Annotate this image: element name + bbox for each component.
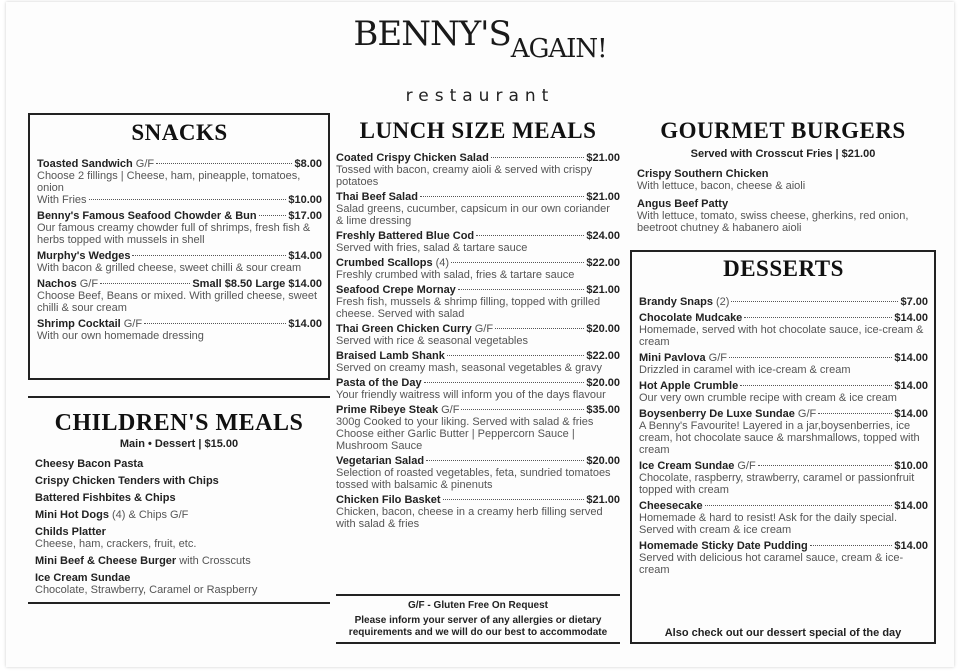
leader-dots: [491, 157, 585, 158]
lunch-item-price: $21.00: [586, 284, 620, 296]
desserts-item-price: $14.00: [894, 500, 928, 512]
snacks-item-desc: With bacon & grilled cheese, sweet chilli & sour cream: [37, 262, 302, 274]
leader-dots: [818, 413, 892, 414]
children-item: [35, 492, 330, 504]
children-bottom-rule: [28, 602, 330, 604]
lunch-item-row: [336, 257, 620, 269]
lunch-item-price: $24.00: [586, 230, 620, 242]
children-item-name: Battered Fishbites & Chips: [35, 492, 176, 504]
snacks-item-extra-name: With Fries: [37, 194, 87, 206]
desserts-item-name: Hot Apple Crumble: [639, 380, 739, 392]
gluten-free-note: G/F - Gluten Free On Request: [407, 600, 548, 611]
leader-dots: [426, 460, 584, 461]
snacks-item-price: $14.00: [288, 318, 322, 330]
lunch-item-row: [336, 455, 620, 467]
desserts-item-row: [639, 312, 928, 324]
burgers-item-name: Angus Beef Patty: [637, 198, 729, 210]
lunch-item-name: Thai Green Chicken Curry: [336, 323, 472, 335]
desserts-item: [639, 540, 928, 576]
children-title: CHILDREN'S MEALS: [54, 410, 304, 436]
children-item-row: [35, 492, 330, 504]
lunch-item-desc: Served with fries, salad & tartare sauce: [336, 242, 528, 254]
desserts-item-price: $14.00: [894, 408, 928, 420]
lunch-item-name: Coated Crispy Chicken Salad: [336, 152, 489, 164]
snacks-item-extra: [37, 194, 322, 206]
desserts-item: [639, 500, 928, 536]
desserts-item-note: G/F: [737, 460, 756, 472]
children-item-note: with Crosscuts: [179, 555, 251, 567]
burgers-item-row: [637, 168, 936, 180]
lunch-item-name: Crumbed Scallops: [336, 257, 433, 269]
lunch-item-name: Freshly Battered Blue Cod: [336, 230, 475, 242]
lunch-item-desc: Selection of roasted vegetables, feta, sundried tomatoes tossed with balsamic & pinenuts: [336, 467, 611, 491]
children-tagline: Main • Dessert | $15.00: [119, 438, 239, 450]
snacks-list: [37, 158, 322, 342]
lunch-item-name: Vegetarian Salad: [336, 455, 425, 467]
desserts-item-price: $14.00: [894, 352, 928, 364]
desserts-item-desc: A Benny's Favourite! Layered in a jar,boysenberries, ice cream, hot chocolate sauce & marshmallows, topped with cream: [639, 420, 920, 456]
lunch-item-desc: Fresh fish, mussels & shrimp filling, topped with grilled cheese. Served with salad: [336, 296, 601, 320]
desserts-item-desc: Served with delicious hot caramel sauce, cream & ice-cream: [639, 552, 904, 576]
lunch-item-row: [336, 191, 620, 203]
children-item: [35, 555, 330, 567]
snacks-item-price: $8.00: [294, 158, 322, 170]
leader-dots: [447, 355, 585, 356]
leader-dots: [156, 163, 292, 164]
logo-sub: AGAIN!: [510, 34, 607, 64]
lunch-item-desc: Served on creamy mash, seasonal vegetables & gravy: [336, 362, 602, 374]
snacks-item-name: Shrimp Cocktail: [37, 318, 121, 330]
leader-dots: [758, 465, 893, 466]
lunch-list: [336, 152, 620, 530]
desserts-item: [639, 296, 928, 308]
desserts-item-name: Cheesecake: [639, 500, 703, 512]
lunch-item-name: Prime Ribeye Steak: [336, 404, 439, 416]
desserts-item-price: $10.00: [894, 460, 928, 472]
children-item: [35, 475, 330, 487]
leader-dots: [424, 382, 585, 383]
children-item-row: [35, 555, 330, 567]
children-item-name: Crispy Chicken Tenders with Chips: [35, 475, 219, 487]
desserts-item-desc: Our very own crumble recipe with cream & ice cream: [639, 392, 897, 404]
children-item-desc: Cheese, ham, crackers, fruit, etc.: [35, 538, 197, 550]
lunch-item-row: [336, 152, 620, 164]
desserts-item-desc: Homemade & hard to resist! Ask for the daily special. Served with cream & ice cream: [639, 512, 898, 536]
snacks-item: [37, 318, 322, 342]
logo-name: BENNY'S: [353, 14, 511, 54]
children-item-name: Mini Hot Dogs: [35, 509, 109, 521]
lunch-item-name: Thai Beef Salad: [336, 191, 418, 203]
lunch-item-desc: Your friendly waitress will inform you of the days flavour: [336, 389, 606, 401]
logo: [6, 14, 954, 64]
snacks-item-name: Toasted Sandwich: [37, 158, 133, 170]
lunch-item: [336, 404, 620, 452]
desserts-item: [639, 312, 928, 348]
burgers-item-desc: With lettuce, bacon, cheese & aioli: [637, 180, 806, 192]
leader-dots: [731, 301, 898, 302]
children-item-name: Childs Platter: [35, 526, 106, 538]
lunch-item-desc: Tossed with bacon, creamy aioli & served with crispy potatoes: [336, 164, 593, 188]
desserts-item-name: Boysenberry De Luxe Sundae: [639, 408, 795, 420]
desserts-item-desc: Homemade, served with hot chocolate sauce, ice-cream & cream: [639, 324, 924, 348]
desserts-item-row: [639, 352, 928, 364]
desserts-item: [639, 408, 928, 456]
children-list: [28, 458, 330, 596]
snacks-item-price: $14.00: [288, 250, 322, 262]
children-item-name: Cheesy Bacon Pasta: [35, 458, 144, 470]
snacks-item-row: [37, 250, 322, 262]
children-item-name: Ice Cream Sundae: [35, 572, 131, 584]
snacks-title: SNACKS: [131, 120, 228, 145]
desserts-item-note: G/F: [708, 352, 727, 364]
snacks-section: [28, 113, 330, 380]
leader-dots: [476, 235, 584, 236]
leader-dots: [144, 323, 286, 324]
desserts-item-price: $14.00: [894, 380, 928, 392]
snacks-item: [37, 210, 322, 246]
desserts-item-note: G/F: [797, 408, 817, 420]
lunch-item-row: [336, 350, 620, 362]
lunch-item-desc: Chicken, bacon, cheese in a creamy herb filling served with salad & fries: [336, 506, 603, 530]
lunch-item: [336, 350, 620, 374]
snacks-item-note: G/F: [135, 158, 155, 170]
children-item-row: [35, 526, 330, 538]
desserts-item-note: (2): [715, 296, 730, 308]
snacks-item-extra-price: $10.00: [288, 194, 322, 206]
desserts-item-row: [639, 540, 928, 552]
lunch-item-price: $22.00: [586, 350, 620, 362]
burgers-item-name: Crispy Southern Chicken: [637, 168, 769, 180]
snacks-item: [37, 278, 322, 314]
snacks-item-desc: Our famous creamy chowder full of shrimps, fresh fish & herbs topped with mussels in shell: [37, 222, 311, 246]
children-item: [35, 526, 330, 550]
snacks-item-name: Murphy's Wedges: [37, 250, 131, 262]
snacks-item-desc: Choose Beef, Beans or mixed. With grilled cheese, sweet chilli & sour cream: [37, 290, 318, 314]
leader-dots: [451, 262, 584, 263]
burgers-item-row: [637, 198, 936, 210]
children-item-row: [35, 458, 330, 470]
leader-dots: [132, 255, 286, 256]
lunch-item-price: $22.00: [586, 257, 620, 269]
lunch-item-name: Chicken Filo Basket: [336, 494, 441, 506]
burgers-item: [637, 198, 936, 234]
leader-dots: [744, 317, 892, 318]
snacks-item-price: Small $8.50 Large $14.00: [192, 278, 322, 290]
snacks-item-price: $17.00: [288, 210, 322, 222]
leader-dots: [740, 385, 892, 386]
lunch-item-row: [336, 284, 620, 296]
children-item-row: [35, 475, 330, 487]
desserts-item-row: [639, 460, 928, 472]
snacks-item-desc: With our own homemade dressing: [37, 330, 204, 342]
snacks-item-name: Benny's Famous Seafood Chowder & Bun: [37, 210, 257, 222]
burgers-section: [630, 113, 936, 240]
lunch-item: [336, 284, 620, 320]
snacks-item-row: [37, 210, 322, 222]
desserts-item-row: [639, 380, 928, 392]
lunch-item-price: $21.00: [586, 152, 620, 164]
lunch-section: [336, 113, 620, 533]
snacks-item-name: Nachos: [37, 278, 77, 290]
lunch-item: [336, 494, 620, 530]
lunch-item-price: $21.00: [586, 494, 620, 506]
children-item-desc: Chocolate, Strawberry, Caramel or Raspberry: [35, 584, 258, 596]
children-item-row: [35, 509, 330, 521]
snacks-item: [37, 250, 322, 274]
desserts-section: [630, 250, 936, 644]
leader-dots: [461, 409, 584, 410]
desserts-item-row: [639, 408, 928, 420]
snacks-item-note: G/F: [123, 318, 143, 330]
lunch-item: [336, 377, 620, 401]
snacks-item-row: [37, 158, 322, 170]
desserts-item-desc: Chocolate, raspberry, strawberry, caramel or passionfruit topped with cream: [639, 472, 915, 496]
lunch-item: [336, 455, 620, 491]
children-section: [28, 396, 330, 604]
children-item: [35, 572, 330, 596]
children-item-note: (4) & Chips G/F: [111, 509, 189, 521]
children-item-row: [35, 572, 330, 584]
burgers-item: [637, 168, 936, 192]
snacks-item-note: G/F: [79, 278, 99, 290]
lunch-item: [336, 323, 620, 347]
lunch-item-row: [336, 494, 620, 506]
lunch-footer: [336, 594, 620, 644]
lunch-item-price: $20.00: [586, 455, 620, 467]
leader-dots: [705, 505, 893, 506]
desserts-item-name: Mini Pavlova: [639, 352, 706, 364]
desserts-item-name: Brandy Snaps: [639, 296, 713, 308]
desserts-item-name: Ice Cream Sundae: [639, 460, 735, 472]
menu-sheet: [6, 2, 954, 667]
lunch-item: [336, 152, 620, 188]
burgers-item-desc: With lettuce, tomato, swiss cheese, gherkins, red onion, beetroot chutney & habanero aioli: [637, 210, 909, 234]
snacks-item: [37, 158, 322, 206]
desserts-title: DESSERTS: [723, 256, 844, 281]
lunch-item-price: $21.00: [586, 191, 620, 203]
leader-dots: [495, 328, 584, 329]
lunch-item-row: [336, 230, 620, 242]
lunch-item-name: Seafood Crepe Mornay: [336, 284, 456, 296]
leader-dots: [259, 215, 287, 216]
leader-dots: [729, 357, 892, 358]
lunch-title: LUNCH SIZE MEALS: [359, 118, 597, 143]
desserts-item-price: $14.00: [894, 312, 928, 324]
children-item: [35, 458, 330, 470]
desserts-item-row: [639, 296, 928, 308]
snacks-item-row: [37, 278, 322, 290]
lunch-item-desc: Served with rice & seasonal vegetables: [336, 335, 528, 347]
desserts-item: [639, 460, 928, 496]
leader-dots: [420, 196, 584, 197]
leader-dots: [458, 289, 585, 290]
lunch-item-row: [336, 323, 620, 335]
lunch-item-row: [336, 377, 620, 389]
children-item: [35, 509, 330, 521]
lunch-item: [336, 230, 620, 254]
lunch-item-name: Pasta of the Day: [336, 377, 422, 389]
dessert-special-note: Also check out our dessert special of the day: [664, 627, 902, 639]
burgers-tagline: Served with Crosscut Fries | $21.00: [690, 148, 876, 160]
lunch-item: [336, 257, 620, 281]
lunch-item-note: (4): [435, 257, 450, 269]
desserts-item-name: Homemade Sticky Date Pudding: [639, 540, 808, 552]
desserts-item-name: Chocolate Mudcake: [639, 312, 743, 324]
lunch-item-price: $35.00: [586, 404, 620, 416]
desserts-item-row: [639, 500, 928, 512]
desserts-item-price: $7.00: [900, 296, 928, 308]
lunch-item-row: [336, 404, 620, 416]
allergy-note: Please inform your server of any allergies or dietary requirements and we will do our best to accommodate: [348, 615, 608, 638]
burgers-title: GOURMET BURGERS: [660, 118, 906, 143]
leader-dots: [810, 545, 893, 546]
lunch-item: [336, 191, 620, 227]
lunch-item-desc: Freshly crumbed with salad, fries & tartare sauce: [336, 269, 575, 281]
lunch-item-price: $20.00: [586, 377, 620, 389]
lunch-item-note: G/F: [474, 323, 494, 335]
logo-restaurant: restaurant: [405, 86, 555, 106]
children-item-name: Mini Beef & Cheese Burger: [35, 555, 177, 567]
desserts-list: [639, 296, 928, 576]
burgers-list: [630, 168, 936, 234]
leader-dots: [443, 499, 585, 500]
lunch-item-desc: 300g Cooked to your liking. Served with salad & fries Choose either Garlic Butter | Peppercorn Sauce | Mushroom Sauce: [336, 416, 594, 452]
children-top-rule: [28, 396, 330, 398]
desserts-item: [639, 380, 928, 404]
desserts-item-price: $14.00: [894, 540, 928, 552]
snacks-item-desc: Choose 2 fillings | Cheese, ham, pineapple, tomatoes, onion: [37, 170, 301, 194]
desserts-item-desc: Drizzled in caramel with ice-cream & cream: [639, 364, 851, 376]
snacks-item-row: [37, 318, 322, 330]
leader-dots: [100, 283, 190, 284]
leader-dots: [89, 199, 287, 200]
lunch-item-name: Braised Lamb Shank: [336, 350, 445, 362]
lunch-item-price: $20.00: [586, 323, 620, 335]
desserts-item: [639, 352, 928, 376]
lunch-item-note: G/F: [441, 404, 460, 416]
lunch-item-desc: Salad greens, cucumber, capsicum in our own coriander & lime dressing: [336, 203, 610, 227]
